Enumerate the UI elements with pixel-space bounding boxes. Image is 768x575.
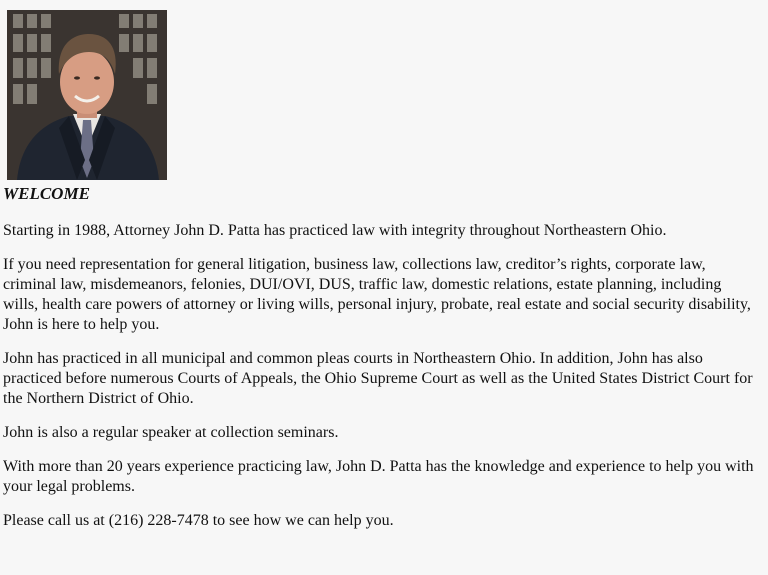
intro-paragraph: Starting in 1988, Attorney John D. Patta has practiced law with integrity throughout Northeastern Ohio. bbox=[3, 222, 667, 239]
attorney-portrait-photo bbox=[7, 10, 167, 180]
experience-paragraph: With more than 20 years experience practicing law, John D. Patta has the knowledge and experience to help you with your legal problems. bbox=[3, 458, 754, 495]
practice-areas-paragraph: If you need representation for general litigation, business law, collections law, creditor’s rights, corporate law, criminal law, misdemeanors, felonies, DUI/OVI, DUS, traffic law, domestic relations, estate planning, including wills, health care powers of attorney or living wills, personal injury, probate, real estate and social security disability, John is here to help you. bbox=[3, 256, 751, 333]
welcome-heading: WELCOME bbox=[3, 184, 90, 203]
courts-paragraph: John has practiced in all municipal and common pleas courts in Northeastern Ohio. In addition, John has also practiced before numerous Courts of Appeals, the Ohio Supreme Court as well as the United States District Court for the Northern District of Ohio. bbox=[3, 350, 753, 407]
seminars-paragraph: John is also a regular speaker at collection seminars. bbox=[3, 424, 339, 441]
contact-paragraph: Please call us at (216) 228-7478 to see how we can help you. bbox=[3, 512, 394, 529]
